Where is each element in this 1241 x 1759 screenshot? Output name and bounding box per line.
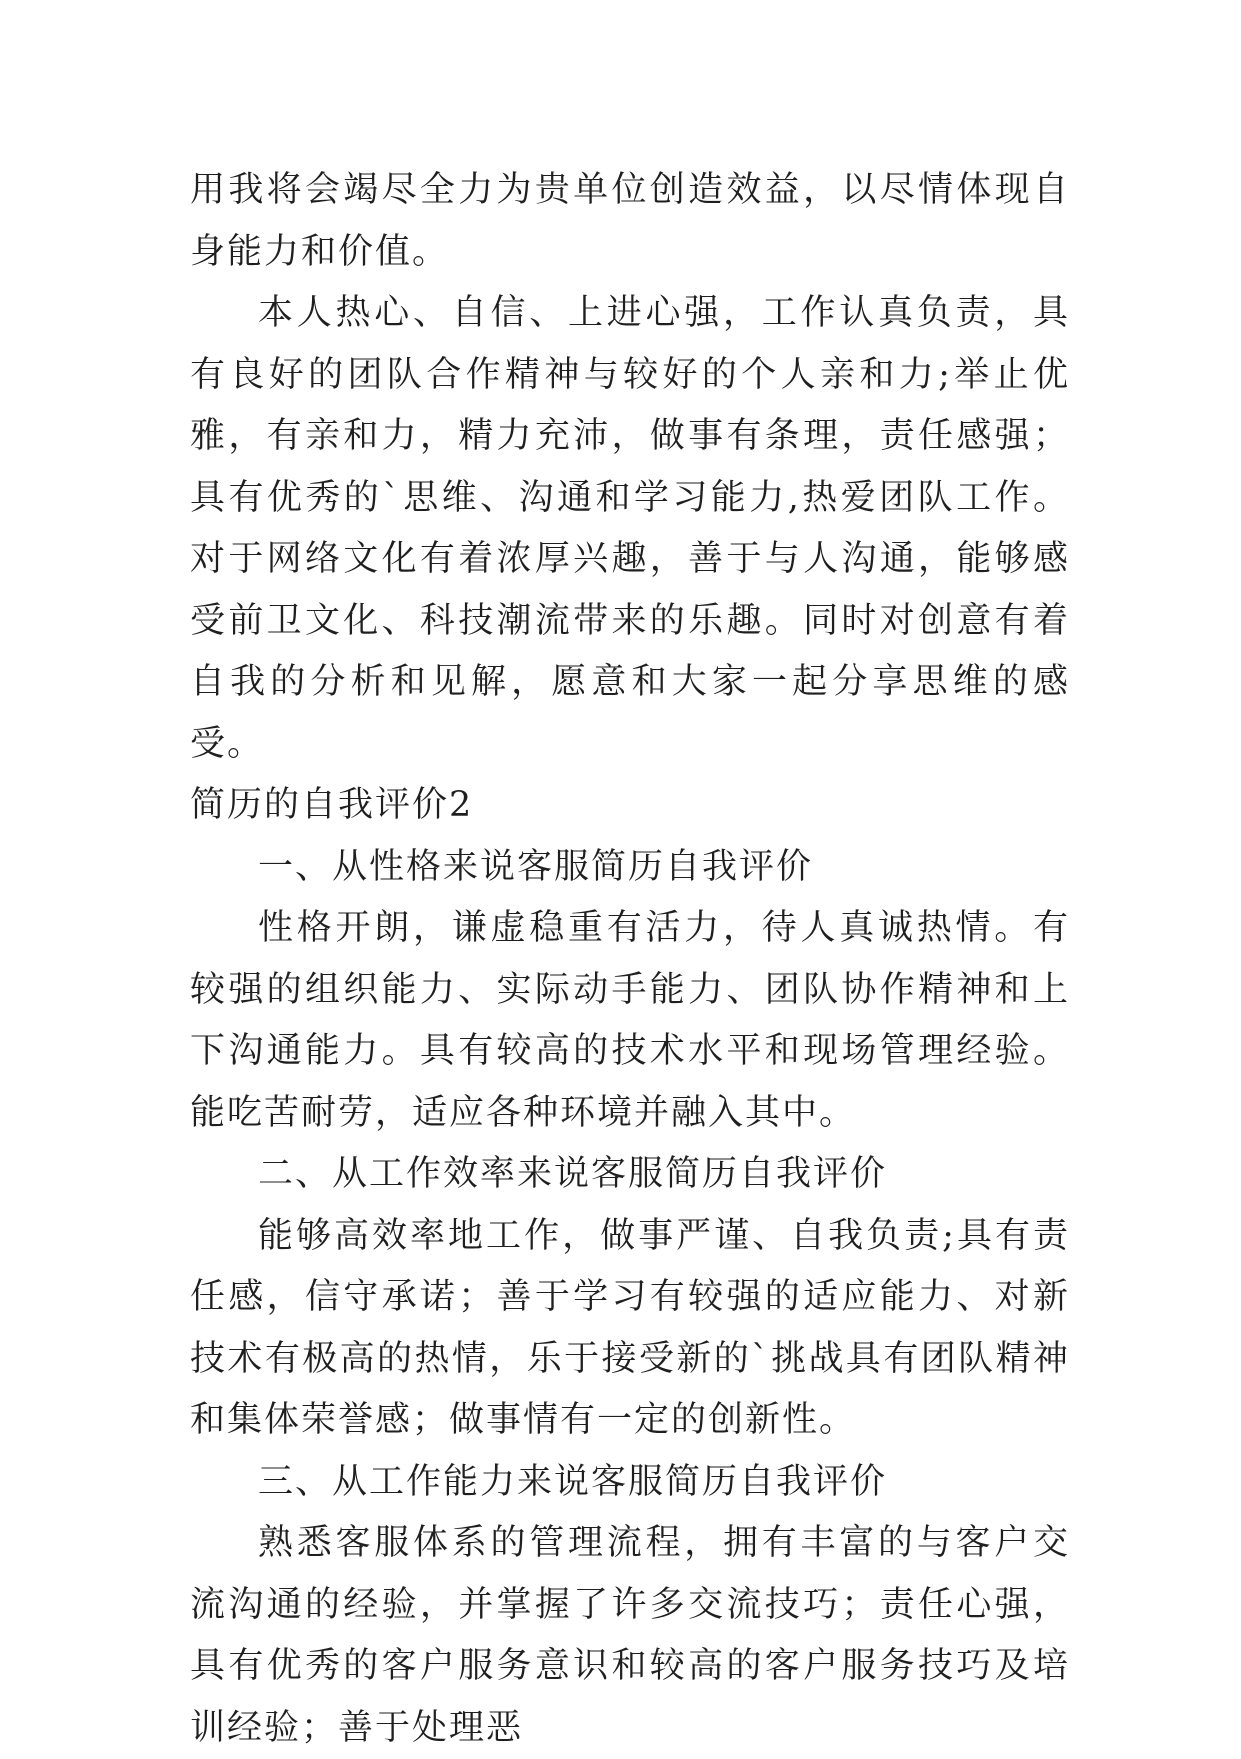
- paragraph-ability: 熟悉客服体系的管理流程，拥有丰富的与客户交流沟通的经验，并掌握了许多交流技巧；责任心强，具有优秀的客户服务意识和较高的客户服务技巧及培训经验；善于处理恶: [190, 1523, 1070, 1748]
- paragraph-personality: 性格开朗，谦虚稳重有活力，待人真诚热情。有较强的组织能力、实际动手能力、团队协作精神和上下沟通能力。具有较高的技术水平和现场管理经验。能吃苦耐劳，适应各种环境并融入其中。: [190, 908, 1070, 1133]
- section-title: 简历的自我评价2: [190, 785, 474, 825]
- paragraph-efficiency: 能够高效率地工作，做事严谨、自我负责;具有责任感，信守承诺；善于学习有较强的适应能力、对新技术有极高的热情，乐于接受新的`挑战具有团队精神和集体荣誉感；做事情有一定的创新性。: [190, 1215, 1070, 1440]
- document-body: [190, 160, 1070, 1759]
- paragraph-self-intro: 本人热心、自信、上进心强，工作认真负责，具有良好的团队合作精神与较好的个人亲和力;举止优雅，有亲和力，精力充沛，做事有条理，责任感强；具有优秀的`思维、沟通和学习能力,热爱团队工作。对于网络文化有着浓厚兴趣，善于与人沟通，能够感受前卫文化、科技潮流带来的乐趣。同时对创意有着自我的分析和见解，愿意和大家一起分享思维的感受。: [190, 293, 1070, 764]
- paragraph-continuation: 用我将会竭尽全力为贵单位创造效益，以尽情体现自身能力和价值。: [190, 170, 1070, 272]
- subsection-heading-efficiency: 二、从工作效率来说客服简历自我评价: [258, 1154, 888, 1194]
- subsection-heading-personality: 一、从性格来说客服简历自我评价: [258, 846, 814, 887]
- subsection-heading-ability: 三、从工作能力来说客服简历自我评价: [258, 1461, 888, 1502]
